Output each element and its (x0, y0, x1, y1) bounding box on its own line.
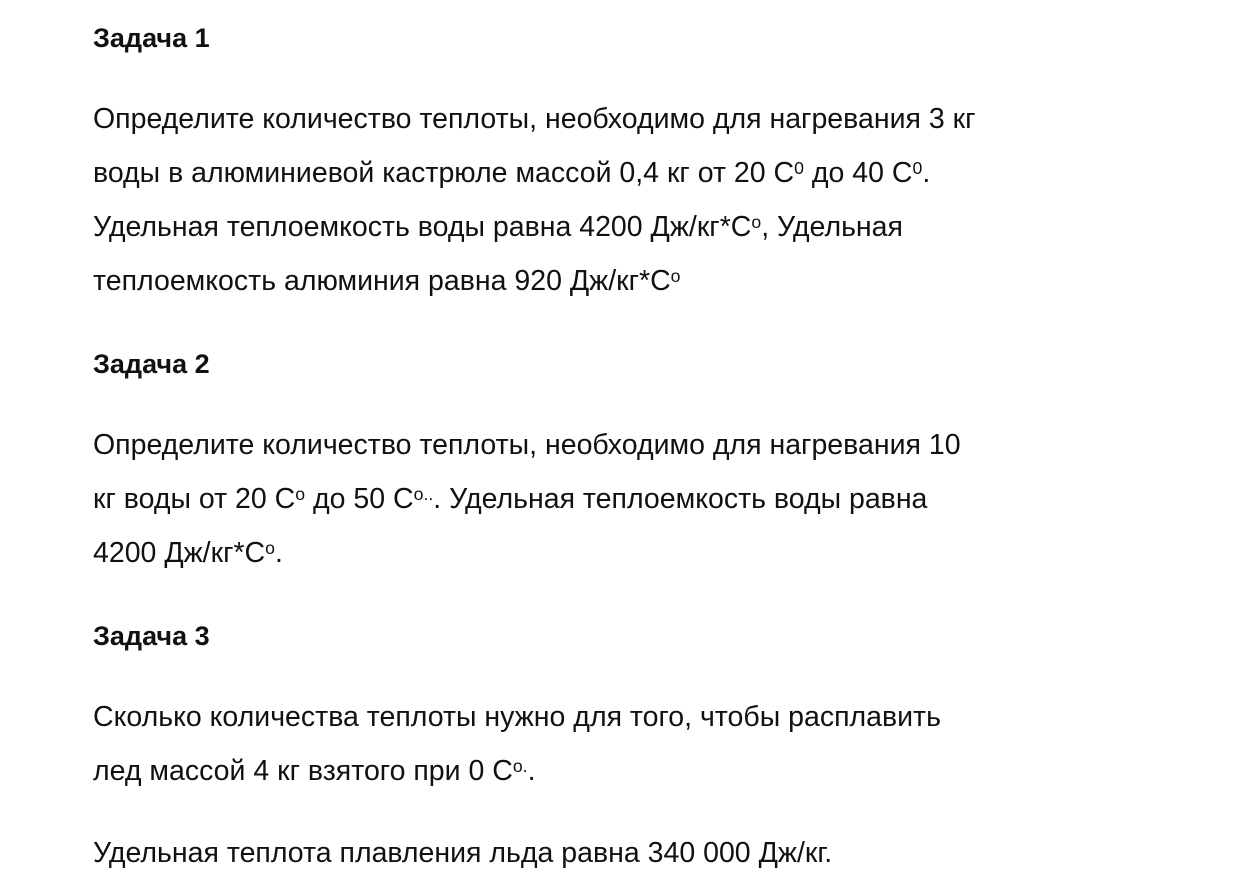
task-2-text (93, 418, 1203, 580)
task-1-text (93, 92, 1203, 308)
degree-mark: о (670, 266, 681, 287)
task-2-line-3: 4200 $Дж/кг*С^о$. (93, 537, 283, 569)
degree-mark: 0 (794, 158, 804, 179)
degree-mark: о (295, 484, 306, 505)
task-1-line-4: теплоемкость алюминия равна 920 $Дж/кг*С^о$ (93, 265, 681, 297)
task-2-line-1: Определите количество теплоты, необходимо для нагревания 10 (93, 429, 961, 461)
degree-mark: о.. (413, 484, 434, 505)
task-3-note (93, 826, 1203, 880)
task-1-line-2: воды в алюминиевой кастрюле массой 0,4 кг от 20 $С^0$ до 40 $С^0$. (93, 157, 931, 189)
task-3-line-1: Сколько количества теплоты нужно для того, чтобы расплавить (93, 701, 941, 733)
task-3-note-text: Удельная теплота плавления льда равна 340 000 Дж/кг. (93, 837, 833, 869)
task-3-line-2: лед массой 4 кг взятого при 0 $С^{о.}$. (93, 755, 536, 787)
task-1-title: Задача 1 (93, 23, 210, 53)
degree-mark: о. (512, 756, 528, 777)
degree-mark: 0 (912, 158, 923, 179)
degree-mark: о (265, 538, 275, 559)
task-3-title: Задача 3 (93, 621, 210, 651)
task-1-line-3: Удельная теплоемкость воды равна 4200 $Дж/кг*С^о$, Удельная (93, 211, 903, 243)
task-2-line-2: кг воды от 20 $С^о$ до 50 $С^{о..}$. Удельная теплоемкость воды равна (93, 483, 928, 515)
degree-mark: о (751, 212, 762, 233)
task-1-line-1: Определите количество теплоты, необходимо для нагревания 3 кг (93, 103, 976, 135)
task-3-text (93, 690, 1203, 798)
task-2-title: Задача 2 (93, 349, 210, 379)
